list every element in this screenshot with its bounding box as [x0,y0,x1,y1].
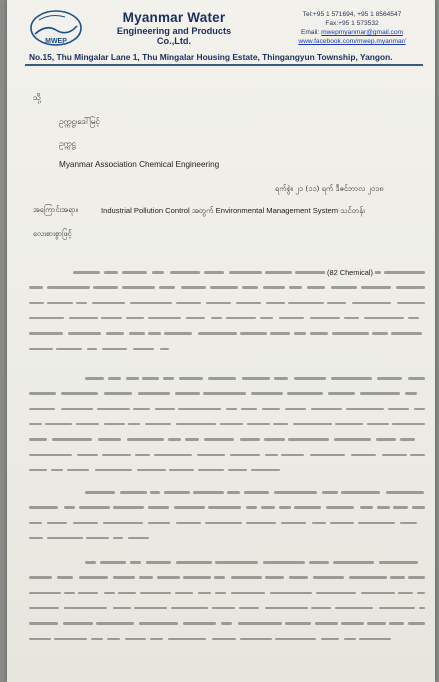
body-text-word [310,314,340,322]
body-text-word [69,314,98,322]
body-text-word [212,604,235,612]
signature-area [27,624,427,682]
tel-line: Tel:+95 1 571694, +95 1 8564547 [302,11,402,18]
body-text-word [76,299,88,307]
body-text-word [396,283,425,291]
body-text-word [372,329,388,337]
subject-label: အကြောင်းအရာ။ [33,205,78,214]
body-text-word [391,329,422,337]
body-text-word [419,604,425,612]
body-text-word [226,405,237,413]
body-text-word [364,314,404,322]
body-text-word [64,503,75,511]
body-text-word [145,420,171,428]
body-text-word [410,451,425,459]
body-text-word [129,329,145,337]
body-text-word [358,519,395,527]
body-text-word [47,283,89,291]
body-text-word [251,466,280,474]
body-text-word [139,573,152,581]
body-text-word [322,488,338,496]
body-text-word [92,299,125,307]
body-text-word [326,503,354,511]
body-text-word [85,558,96,566]
body-text-word [215,589,226,597]
body-text-word [279,503,291,511]
company-subtitle: Engineering and Products Co.,Ltd. [116,26,232,46]
body-text-word [45,420,71,428]
body-text-word [29,420,42,428]
body-text-word [262,405,280,413]
body-text-word [215,558,258,566]
body-text-word [390,573,405,581]
body-text-word [231,589,265,597]
mwep-logo [29,8,83,48]
body-text-word [79,503,110,511]
body-text-word [170,268,200,276]
body-text-word [198,466,224,474]
body-text-word [120,488,147,496]
body-text-word [377,503,390,511]
web-link[interactable]: www.facebook.com/mwep.myanmar/ [298,38,406,45]
body-text-word [405,389,417,397]
body-text-word [101,314,122,322]
body-text-word [178,405,221,413]
email-link[interactable]: mwepmyanmar@gmail.com [321,29,403,36]
body-text-word [87,345,97,353]
body-text-word [285,405,305,413]
body-text-word [205,519,242,527]
body-text-word [79,573,108,581]
body-text-word [29,589,61,597]
body-text-word [198,329,237,337]
body-text-word [327,299,346,307]
body-text-word [128,534,149,542]
body-text-word [204,268,224,276]
body-text-word [29,451,72,459]
body-text-word [203,389,246,397]
body-text-word [265,604,307,612]
body-text-word [122,268,147,276]
body-text-word [263,558,305,566]
body-text-word [159,283,175,291]
body-text-word [85,374,104,382]
body-text-word [29,519,42,527]
body-text-word [263,283,285,291]
body-text-word [289,283,302,291]
body-text-word [330,519,354,527]
letter-page [7,0,435,682]
body-text-word [310,451,346,459]
body-text-word [179,374,204,382]
body-text-word [349,573,388,581]
body-text-word [73,268,100,276]
body-text-word [104,268,118,276]
body-text-word [51,466,63,474]
body-text-word [198,589,211,597]
body-text-word [175,589,194,597]
body-text-word [142,374,158,382]
body-text-word [294,329,306,337]
body-text-word [226,314,256,322]
body-text-word [246,503,256,511]
body-text-word [186,314,205,322]
recipient-title: ဥက္ကဋ္ဌ၊ဒေါ်မြင့် [59,116,100,126]
body-text-word [251,389,283,397]
body-text-word [130,558,141,566]
body-text-word [106,329,124,337]
body-text-word [197,451,225,459]
body-text-word [133,345,154,353]
body-text-word [344,314,358,322]
body-text-word [367,420,389,428]
body-text-word [281,519,307,527]
body-text-word [361,589,395,597]
body-text-word [210,283,239,291]
body-text-word [281,451,304,459]
body-text-word [193,488,224,496]
body-text-word [103,519,143,527]
body-text-word [211,314,221,322]
body-text-word [206,299,231,307]
email-line [277,28,427,37]
body-text-word [77,451,98,459]
salutation: လေးစားစွာဖြင့် [33,229,72,238]
body-text-word [57,573,73,581]
body-text-word [384,268,425,276]
body-text-word [52,435,92,443]
body-text-word [148,329,161,337]
body-text-word [68,329,100,337]
body-text-word [47,534,83,542]
body-text-word [228,466,246,474]
body-text-word [130,299,172,307]
subject-text: Industrial Pollution Control အတွက် Environmental Management System သင်တန်း [101,206,365,215]
body-text-word [417,589,425,597]
body-text-word [163,374,174,382]
body-text-word [247,420,270,428]
body-text-word [386,488,425,496]
body-text-word [270,329,290,337]
letter-date: ရက်စွဲ။ ၂၁ (၁၁) ရက် ဒီဇင်ဘာလ ၂၀၁၈ [275,184,384,193]
body-text-word [113,573,135,581]
body-text-word [332,329,369,337]
body-text-word [264,435,285,443]
body-text-word [29,534,43,542]
body-text-word [397,299,425,307]
body-text-word [47,519,68,527]
body-text-word [29,503,58,511]
body-text-word [64,589,75,597]
body-text-word [316,589,356,597]
body-text-word [104,389,133,397]
body-text-word [214,573,224,581]
body-text-word [273,420,287,428]
body-text-word [108,374,121,382]
body-text-word [169,466,195,474]
fax-line: Fax:+95 1 573532 [325,20,379,27]
body-text-word [176,558,212,566]
p1-inline: (82 Chemical) [327,268,374,277]
body-text-word [150,488,160,496]
body-text-word [126,314,143,322]
body-text-word [311,604,332,612]
body-text-word [171,604,208,612]
body-text-word [102,451,131,459]
company-address: No.15, Thu Mingalar Lane 1, Thu Mingalar Housing Estate, Thingangyun Township, Yangon. [29,52,393,62]
body-text-word [279,314,305,322]
header-rule [25,64,423,66]
body-text-word [157,573,180,581]
body-text-word [61,389,98,397]
body-text-word [29,405,55,413]
body-text-word [128,420,140,428]
body-text-word [360,389,400,397]
body-text-word [208,374,236,382]
body-text-word [118,589,136,597]
body-text-word [104,420,125,428]
body-text-word [270,589,312,597]
body-text-word [414,405,425,413]
body-text-word [175,389,200,397]
body-text-word [113,604,131,612]
body-text-word [294,374,327,382]
body-text-word [352,299,391,307]
body-text-word [113,534,123,542]
body-text-word [293,420,332,428]
body-text-word [408,374,425,382]
body-text-word [174,503,204,511]
body-text-word [341,488,380,496]
body-text-word [240,329,267,337]
body-text-word [95,466,133,474]
body-text-word [97,405,130,413]
body-text-word [29,389,56,397]
body-text-word [393,503,408,511]
body-text-word [29,329,63,337]
body-text-word [261,503,275,511]
body-text-word [220,420,244,428]
body-text-word [361,283,392,291]
body-text-word [176,420,217,428]
body-text-word [310,329,328,337]
body-text-word [140,589,171,597]
body-text-word [274,374,288,382]
body-text-word [244,488,269,496]
body-text-word [93,283,117,291]
body-text-word [242,374,270,382]
body-text-word [160,345,169,353]
body-text-word [246,519,277,527]
body-text-word [85,488,115,496]
body-text-word [333,558,374,566]
body-text-word [29,283,43,291]
body-text-word [148,314,181,322]
body-text-word [379,558,418,566]
body-text-word [164,488,190,496]
body-text-word [133,405,150,413]
body-text-word [313,573,345,581]
body-text-word [294,503,321,511]
body-text-word [86,534,110,542]
body-text-word [236,299,261,307]
body-text-word [265,268,292,276]
recipient-role: ဥက္ကဋ္ဌ [59,138,76,148]
body-text-word [335,604,373,612]
body-text-word [311,405,341,413]
body-text-word [260,314,273,322]
email-label: Email: [301,29,322,36]
body-text-word [376,435,395,443]
body-text-word [335,420,363,428]
body-text-word [47,299,72,307]
body-text-word [164,329,192,337]
body-text-word [239,604,260,612]
body-text-word [154,451,192,459]
body-text-word [331,374,372,382]
body-text-word [73,519,99,527]
body-text-word [29,314,64,322]
body-text-word [295,268,328,276]
body-text-word [29,299,44,307]
body-text-word [134,604,167,612]
body-text-word [400,435,414,443]
body-text-word [309,558,329,566]
body-text-word [29,466,47,474]
body-text-word [126,374,139,382]
body-text-word [29,345,53,353]
body-text-word [289,573,307,581]
body-text-word [331,283,357,291]
body-text-word [312,519,326,527]
body-text-word [240,435,259,443]
body-text-word [102,345,127,353]
body-text-word [360,503,373,511]
body-text-word [113,503,144,511]
body-text-word [56,345,82,353]
body-text-word [67,466,89,474]
body-text-word [148,519,170,527]
body-text-word [412,503,425,511]
body-text-word [146,558,171,566]
body-text-word [137,466,165,474]
body-text-word [29,604,59,612]
body-text-word [61,405,93,413]
body-text-word [138,389,170,397]
body-text-word [76,420,100,428]
organization-name: Myanmar Association Chemical Engineering [59,160,220,169]
body-text-word [78,589,98,597]
body-text-word [135,451,149,459]
body-text-word [204,435,234,443]
body-text-word [183,573,211,581]
body-text-word [208,503,241,511]
body-text-word [168,435,181,443]
body-text-word [29,573,52,581]
body-text-word [398,589,412,597]
body-text-word [307,283,325,291]
to-label: သို့ [33,92,41,102]
body-text-word [334,435,371,443]
body-text-word [408,314,419,322]
body-text-word [265,573,283,581]
body-text-word [231,573,262,581]
body-text-word [346,405,384,413]
body-text-word [176,519,202,527]
body-text-word [328,389,355,397]
body-text-word [377,374,403,382]
body-text-word [288,435,329,443]
body-text-word [351,451,376,459]
body-text-word [287,389,323,397]
body-text-word [242,283,257,291]
body-text-word [176,299,201,307]
company-name: Myanmar Water [122,10,226,25]
body-text-word [408,573,425,581]
body-text-word [229,268,261,276]
body-text-word [122,283,155,291]
body-text-word [185,435,200,443]
body-text-word [227,488,240,496]
body-text-word [265,451,278,459]
body-text-word [400,519,417,527]
body-text-word [266,299,285,307]
body-text-word [98,435,121,443]
body-text-word [230,451,261,459]
company-block [99,10,249,46]
body-text-word [148,503,168,511]
logo-text: MWEP [45,38,67,45]
body-text-word [152,268,165,276]
body-text-word [64,604,107,612]
body-text-word [274,488,317,496]
body-text-word [241,405,257,413]
body-text-word [382,451,407,459]
body-text-word [388,405,410,413]
body-text-word [29,435,47,443]
body-text-word [392,420,425,428]
body-text-word [104,589,114,597]
body-text-word [100,558,125,566]
body-text-word [127,435,164,443]
body-text-word [288,299,323,307]
body-text-word [155,405,176,413]
body-text-word [181,283,206,291]
body-text-word [379,604,415,612]
contact-block [277,10,427,46]
